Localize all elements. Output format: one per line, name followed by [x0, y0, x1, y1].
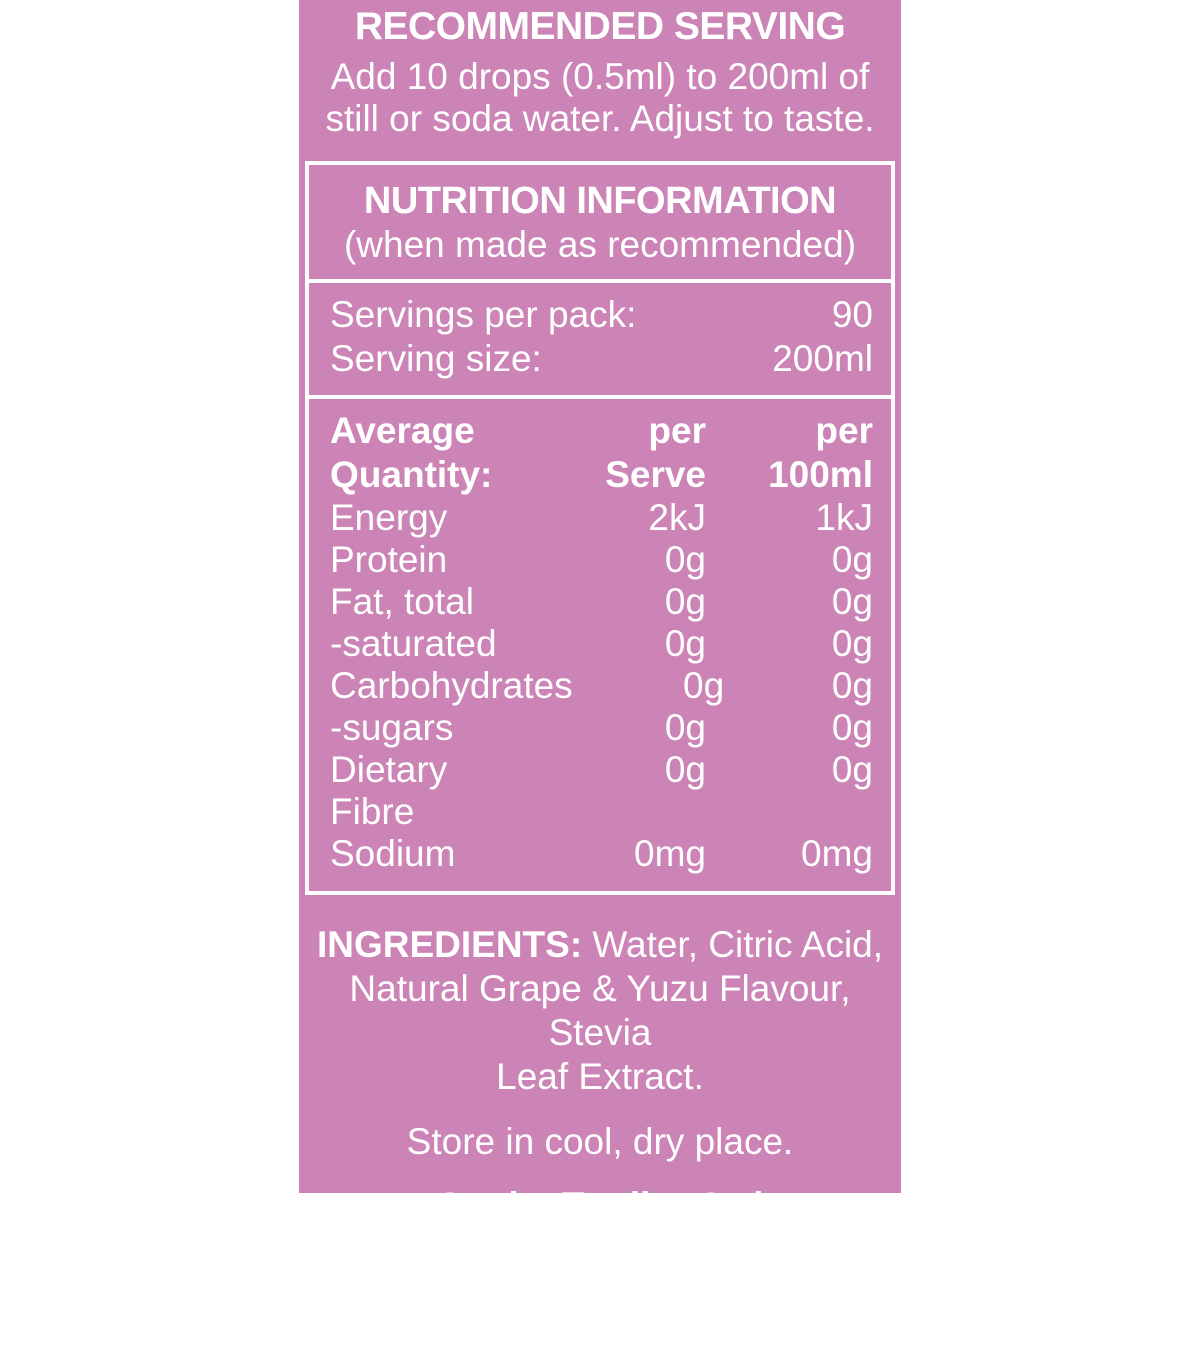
servings-section [309, 283, 891, 399]
header-col1-line2: Quantity: [330, 454, 493, 495]
table-row [330, 539, 873, 581]
row-per-serve-value: 0g [683, 665, 725, 706]
nutrition-table-header [330, 409, 873, 497]
row-per-serve-value: 0mg [634, 833, 706, 874]
header-col2-line2: Serve [605, 454, 706, 495]
nutrition-title: NUTRITION INFORMATION [363, 180, 837, 222]
ingredients-text [299, 923, 901, 1099]
label-panel [299, 0, 901, 1349]
servings-per-pack-value: 90 [831, 294, 873, 335]
ingredients-line3: Leaf Extract. [496, 1056, 704, 1097]
table-row [330, 833, 873, 875]
company-address-line1: 16C Piermark Drive, Albany, [369, 1226, 831, 1267]
serving-size-label: Serving size: [330, 338, 542, 379]
storage-instructions: Store in cool, dry place. [406, 1121, 794, 1162]
header-per-serve [536, 409, 706, 497]
table-row [330, 581, 873, 623]
company-info [299, 1185, 901, 1349]
row-label: Protein [330, 539, 448, 580]
serving-size-row [330, 337, 873, 381]
company-name: Aquity Trading Ltd [436, 1185, 764, 1226]
row-per-serve-value: 0g [664, 623, 706, 664]
header-col2-line1: per [648, 410, 706, 451]
header-col3-line1: per [815, 410, 873, 451]
company-address-line2: Auckland +64 9 601 8300 [389, 1267, 811, 1308]
row-per-serve-value: 0g [664, 707, 706, 748]
row-label: -saturated [330, 623, 497, 664]
ingredients-label: INGREDIENTS: [316, 924, 583, 965]
nutrition-information-box [305, 161, 895, 895]
recommended-serving-line1: Add 10 drops (0.5ml) to 200ml of [330, 56, 870, 97]
table-row [330, 623, 873, 665]
nutrition-table [309, 399, 891, 891]
row-per-100ml-value: 0g [831, 707, 873, 748]
header-col3-line2: 100ml [768, 454, 873, 495]
company-website: www.vitalzing.com [435, 1308, 765, 1349]
servings-per-pack-row [330, 293, 873, 337]
header-col1-line1: Average [330, 410, 475, 451]
row-per-serve-value: 2kJ [648, 497, 706, 538]
recommended-serving-title: RECOMMENDED SERVING [354, 5, 846, 48]
header-average-quantity [330, 409, 536, 497]
row-per-100ml-value: 0g [831, 581, 873, 622]
row-per-100ml-value: 1kJ [815, 497, 873, 538]
table-row [330, 707, 873, 749]
row-per-100ml-value: 0g [831, 623, 873, 664]
ingredients-line1 [303, 923, 897, 967]
recommended-serving-text [299, 56, 901, 140]
row-per-100ml-value: 0g [831, 665, 873, 706]
row-label: Carbohydrates [330, 665, 573, 706]
recommended-serving-line2: still or soda water. Adjust to taste. [325, 98, 875, 139]
nutrition-table-rows [330, 497, 873, 875]
row-label: Sodium [330, 833, 456, 874]
header-per-100ml [706, 409, 873, 497]
row-label: Dietary Fibre [330, 749, 448, 832]
row-per-100ml-value: 0g [831, 539, 873, 580]
table-row [330, 749, 873, 833]
table-row [330, 665, 873, 707]
row-per-serve-value: 0g [664, 749, 706, 790]
row-per-100ml-value: 0mg [801, 833, 873, 874]
row-per-serve-value: 0g [664, 581, 706, 622]
nutrition-subtitle: (when made as recommended) [343, 224, 857, 265]
table-row [330, 497, 873, 539]
row-label: Fat, total [330, 581, 474, 622]
serving-size-value: 200ml [772, 338, 873, 379]
servings-per-pack-label: Servings per pack: [330, 294, 637, 335]
row-per-100ml-value: 0g [831, 749, 873, 790]
row-label: -sugars [330, 707, 454, 748]
nutrition-box-header [309, 165, 891, 283]
row-per-serve-value: 0g [664, 539, 706, 580]
ingredients-line1-rest: Water, Citric Acid, [582, 924, 884, 965]
ingredients-line2: Natural Grape & Yuzu Flavour, Stevia [349, 968, 851, 1053]
row-label: Energy [330, 497, 448, 538]
